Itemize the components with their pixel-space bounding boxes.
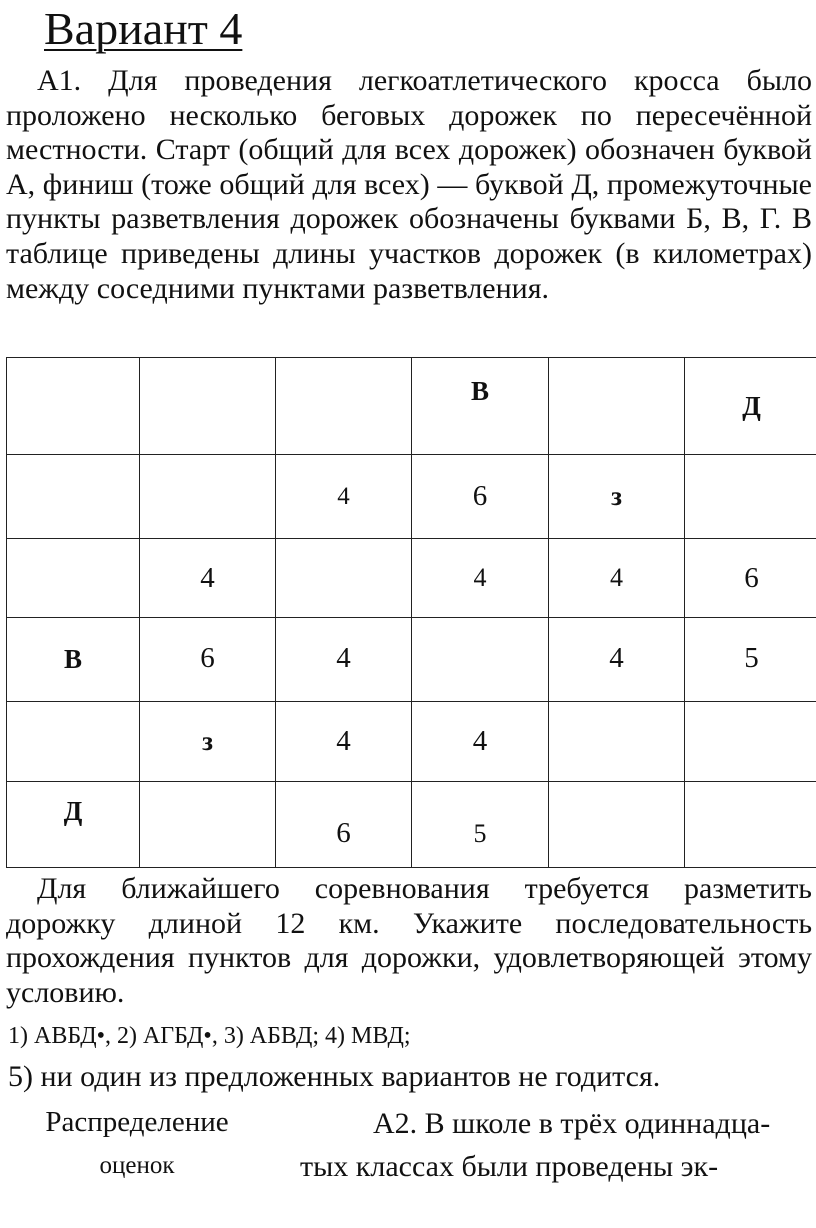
table-cell [140, 358, 276, 455]
table-cell: 4 [549, 539, 685, 618]
table-cell [7, 358, 140, 455]
table-cell: 4 [276, 618, 412, 702]
table-cell [140, 455, 276, 539]
table-cell: В [7, 618, 140, 702]
table-cell: 4 [549, 618, 685, 702]
table-cell: 6 [140, 618, 276, 702]
table-cell [7, 455, 140, 539]
table-cell [549, 358, 685, 455]
problem-a1-question: Для ближайшего соревнования требуется разметить дорожку длиной 12 км. Укажите последовательность прохождения пунктов для дорожки, удовлетворяющей этому условию. [6, 872, 812, 1009]
table-cell [685, 455, 816, 539]
answer-options: 1) АВБД•, 2) АГБД•, 3) АБВД; 4) МВД; [8, 1023, 411, 1049]
table-cell: 6 [685, 539, 816, 618]
table-cell: Д [7, 782, 140, 868]
table-cell: 6 [276, 782, 412, 868]
caption-line-1: Распределение [45, 1106, 229, 1138]
table-cell [140, 782, 276, 868]
table-cell [7, 539, 140, 618]
table-cell: 4 [276, 702, 412, 782]
problem-a2-text: А2. В школе в трёх одиннадца-тых классах были проведены эк- [300, 1107, 771, 1183]
table-row [7, 782, 816, 868]
table-cell [549, 702, 685, 782]
variant-title: Вариант 4 [44, 3, 243, 54]
table-row [7, 702, 816, 782]
distance-table [6, 357, 816, 868]
table-cell [276, 358, 412, 455]
table-cell [549, 782, 685, 868]
table-cell: 6 [412, 455, 549, 539]
table-cell: 4 [140, 539, 276, 618]
table-row [7, 539, 816, 618]
table-cell: з [140, 702, 276, 782]
answer-option-5: 5) ни один из предложенных вариантов не годится. [8, 1060, 661, 1093]
table-cell: В [412, 358, 549, 455]
problem-a1-intro: А1. Для проведения легкоатлетического кросса было проложено несколько беговых дорожек по пересечённой местности. Старт (общий для всех дорожек) обозначен буквой А, финиш (тоже общий для всех) — буквой Д, промежуточные пункты разветвления дорожек обозначены буквами Б, В, Г. В таблице приведены длины участков дорожек (в километрах) между соседними пунктами разветвления. [6, 64, 812, 305]
table-cell [412, 618, 549, 702]
table-cell [685, 782, 816, 868]
table-row [7, 618, 816, 702]
caption-line-2: оценок [99, 1152, 175, 1179]
table-row [7, 358, 816, 455]
table-cell: 4 [412, 539, 549, 618]
table-cell: 4 [412, 702, 549, 782]
table-cell [685, 702, 816, 782]
table-cell [276, 539, 412, 618]
grades-caption [32, 1100, 242, 1188]
table-cell: 4 [276, 455, 412, 539]
table-cell: Д [685, 358, 816, 455]
table-cell: 5 [412, 782, 549, 868]
table-cell: з [549, 455, 685, 539]
table-cell: 5 [685, 618, 816, 702]
table-cell [7, 702, 140, 782]
table-row [7, 455, 816, 539]
